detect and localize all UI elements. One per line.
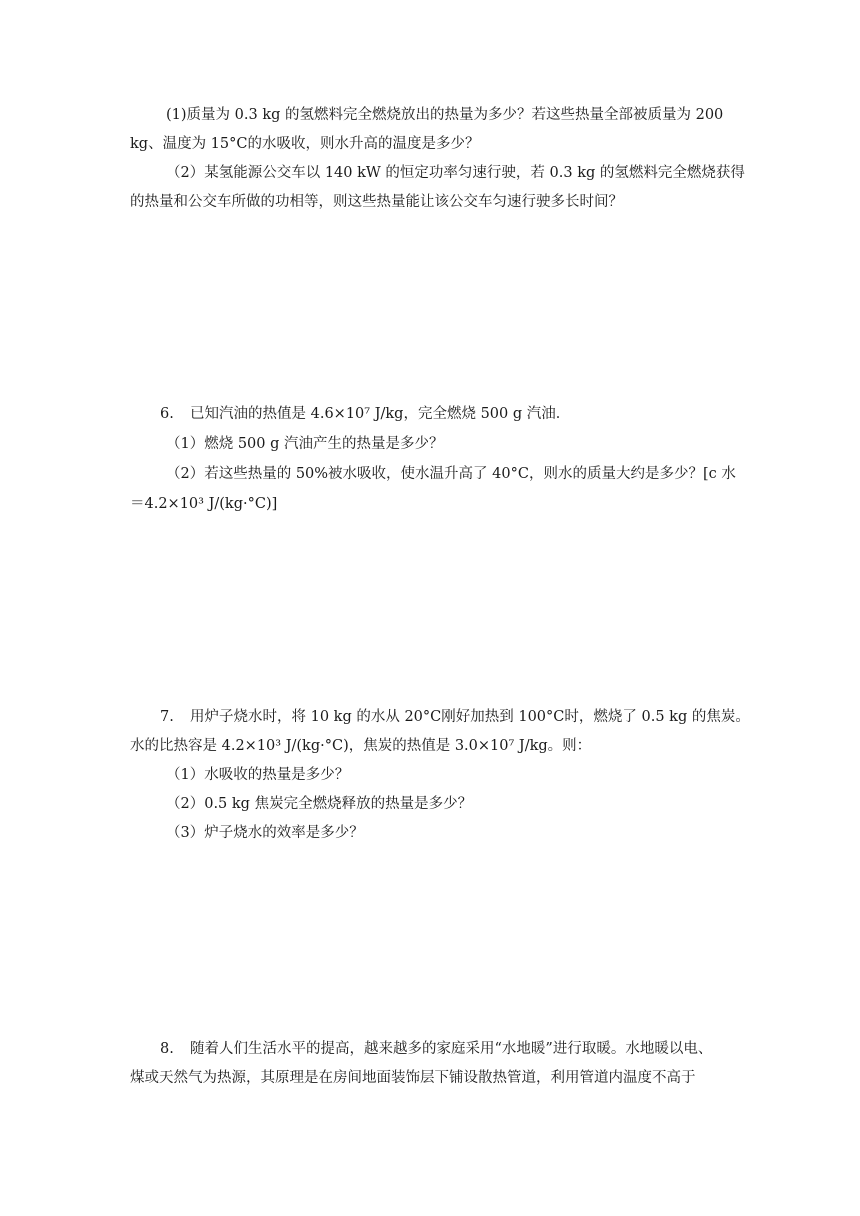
q7-part3: （3）炉子烧水的效率是多少？: [166, 825, 364, 841]
q5-part2-line2: 的热量和公交车所做的功相等，则这些热量能让该公交车匀速行驶多长时间？: [130, 194, 623, 210]
q6-stem: 已知汽油的热值是 4.6×10⁷ J/kg，完全燃烧 500 g 汽油．: [190, 406, 571, 422]
q5-part1-line2: kg、温度为 15°C的水吸收，则水升高的温度是多少？: [130, 136, 480, 152]
q7-part1: （1）水吸收的热量是多少？: [166, 767, 350, 783]
q6-number: 6.: [160, 406, 174, 422]
q6-part2-line1: （2）若这些热量的 50%被水吸收，使水温升高了 40°C，则水的质量大约是多少？[c 水: [166, 466, 736, 482]
q5-part2-line1: （2）某氢能源公交车以 140 kW 的恒定功率匀速行驶，若 0.3 kg 的氢燃料完全燃烧获得: [166, 165, 745, 181]
q6-part2-line2: ＝4.2×10³ J/(kg·°C)]: [130, 496, 278, 512]
q7-stem-line1: 用炉子烧水时，将 10 kg 的水从 20°C刚好加热到 100°C时，燃烧了 0.5 kg 的焦炭。: [190, 709, 750, 725]
q7-number: 7.: [160, 709, 174, 725]
q8-stem-line2: 煤或天然气为热源，其原理是在房间地面装饰层下铺设散热管道，利用管道内温度不高于: [130, 1070, 696, 1086]
q8-number: 8.: [160, 1041, 174, 1057]
q5-part1-line1: (1)质量为 0.3 kg 的氢燃料完全燃烧放出的热量为多少？若这些热量全部被质量为 200: [166, 107, 724, 123]
q7-part2: （2）0.5 kg 焦炭完全燃烧释放的热量是多少？: [166, 796, 473, 812]
q8-stem-line1: 随着人们生活水平的提高，越来越多的家庭采用“水地暖”进行取暖。水地暖以电、: [190, 1041, 713, 1057]
q7-stem-line2: 水的比热容是 4.2×10³ J/(kg·°C)，焦炭的热值是 3.0×10⁷ J/kg。则：: [130, 738, 592, 754]
q6-part1: （1）燃烧 500 g 汽油产生的热量是多少？: [166, 436, 444, 452]
